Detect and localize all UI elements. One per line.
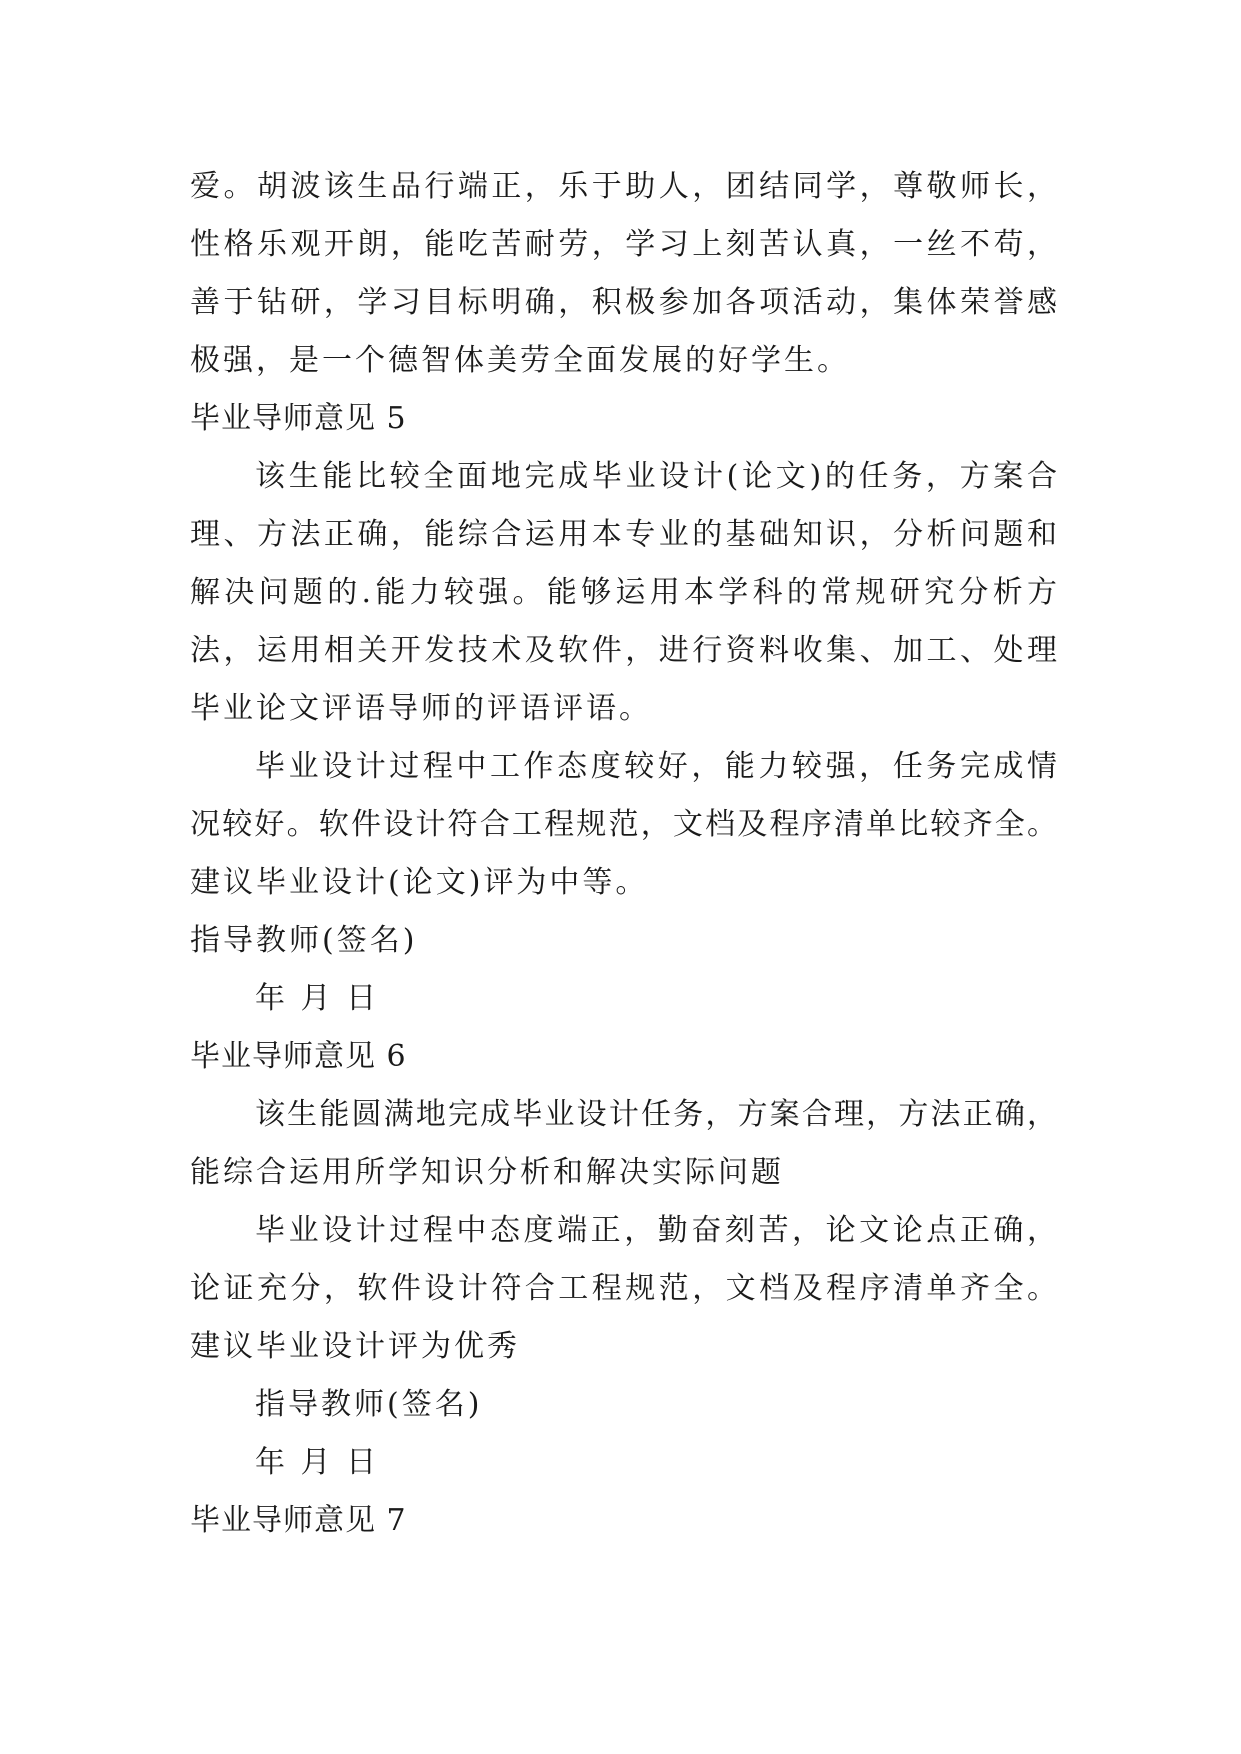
paragraph-line: 法，运用相关开发技术及软件，进行资料收集、加工、处理 xyxy=(190,633,1057,668)
paragraph-line: 毕业设计过程中态度端正，勤奋刻苦，论文论点正确， xyxy=(255,1213,1057,1248)
paragraph-line: 善于钻研，学习目标明确，积极参加各项活动，集体荣誉感 xyxy=(190,285,1057,320)
paragraph-line: 毕业论文评语导师的评语评语。 xyxy=(190,691,652,726)
paragraph-line: 毕业设计过程中工作态度较好，能力较强，任务完成情 xyxy=(255,749,1057,784)
paragraph-line: 能综合运用所学知识分析和解决实际问题 xyxy=(190,1155,784,1190)
paragraph-line: 建议毕业设计评为优秀 xyxy=(190,1329,520,1364)
signature-label: 指导教师(签名) xyxy=(255,1387,483,1422)
section-heading-6: 毕业导师意见 6 xyxy=(190,1039,407,1074)
paragraph-line: 论证充分，软件设计符合工程规范，文档及程序清单齐全。 xyxy=(190,1271,1057,1306)
paragraph-line: 该生能圆满地完成毕业设计任务，方案合理，方法正确， xyxy=(255,1097,1057,1132)
paragraph-line: 极强，是一个德智体美劳全面发展的好学生。 xyxy=(190,343,850,378)
paragraph-line: 性格乐观开朗，能吃苦耐劳，学习上刻苦认真，一丝不苟， xyxy=(190,227,1057,262)
paragraph-line: 况较好。软件设计符合工程规范，文档及程序清单比较齐全。 xyxy=(190,807,1057,842)
date-line: 年 月 日 xyxy=(255,981,380,1016)
paragraph-line: 解决问题的.能力较强。能够运用本学科的常规研究分析方 xyxy=(190,575,1057,610)
paragraph-line: 爱。胡波该生品行端正，乐于助人，团结同学，尊敬师长， xyxy=(190,169,1057,204)
date-line: 年 月 日 xyxy=(255,1445,380,1480)
paragraph-line: 建议毕业设计(论文)评为中等。 xyxy=(190,865,649,900)
section-heading-5: 毕业导师意见 5 xyxy=(190,401,407,436)
paragraph-line: 理、方法正确，能综合运用本专业的基础知识，分析问题和 xyxy=(190,517,1057,552)
section-heading-7: 毕业导师意见 7 xyxy=(190,1503,407,1538)
paragraph-line: 该生能比较全面地完成毕业设计(论文)的任务，方案合 xyxy=(255,459,1057,494)
signature-label: 指导教师(签名) xyxy=(190,923,418,958)
